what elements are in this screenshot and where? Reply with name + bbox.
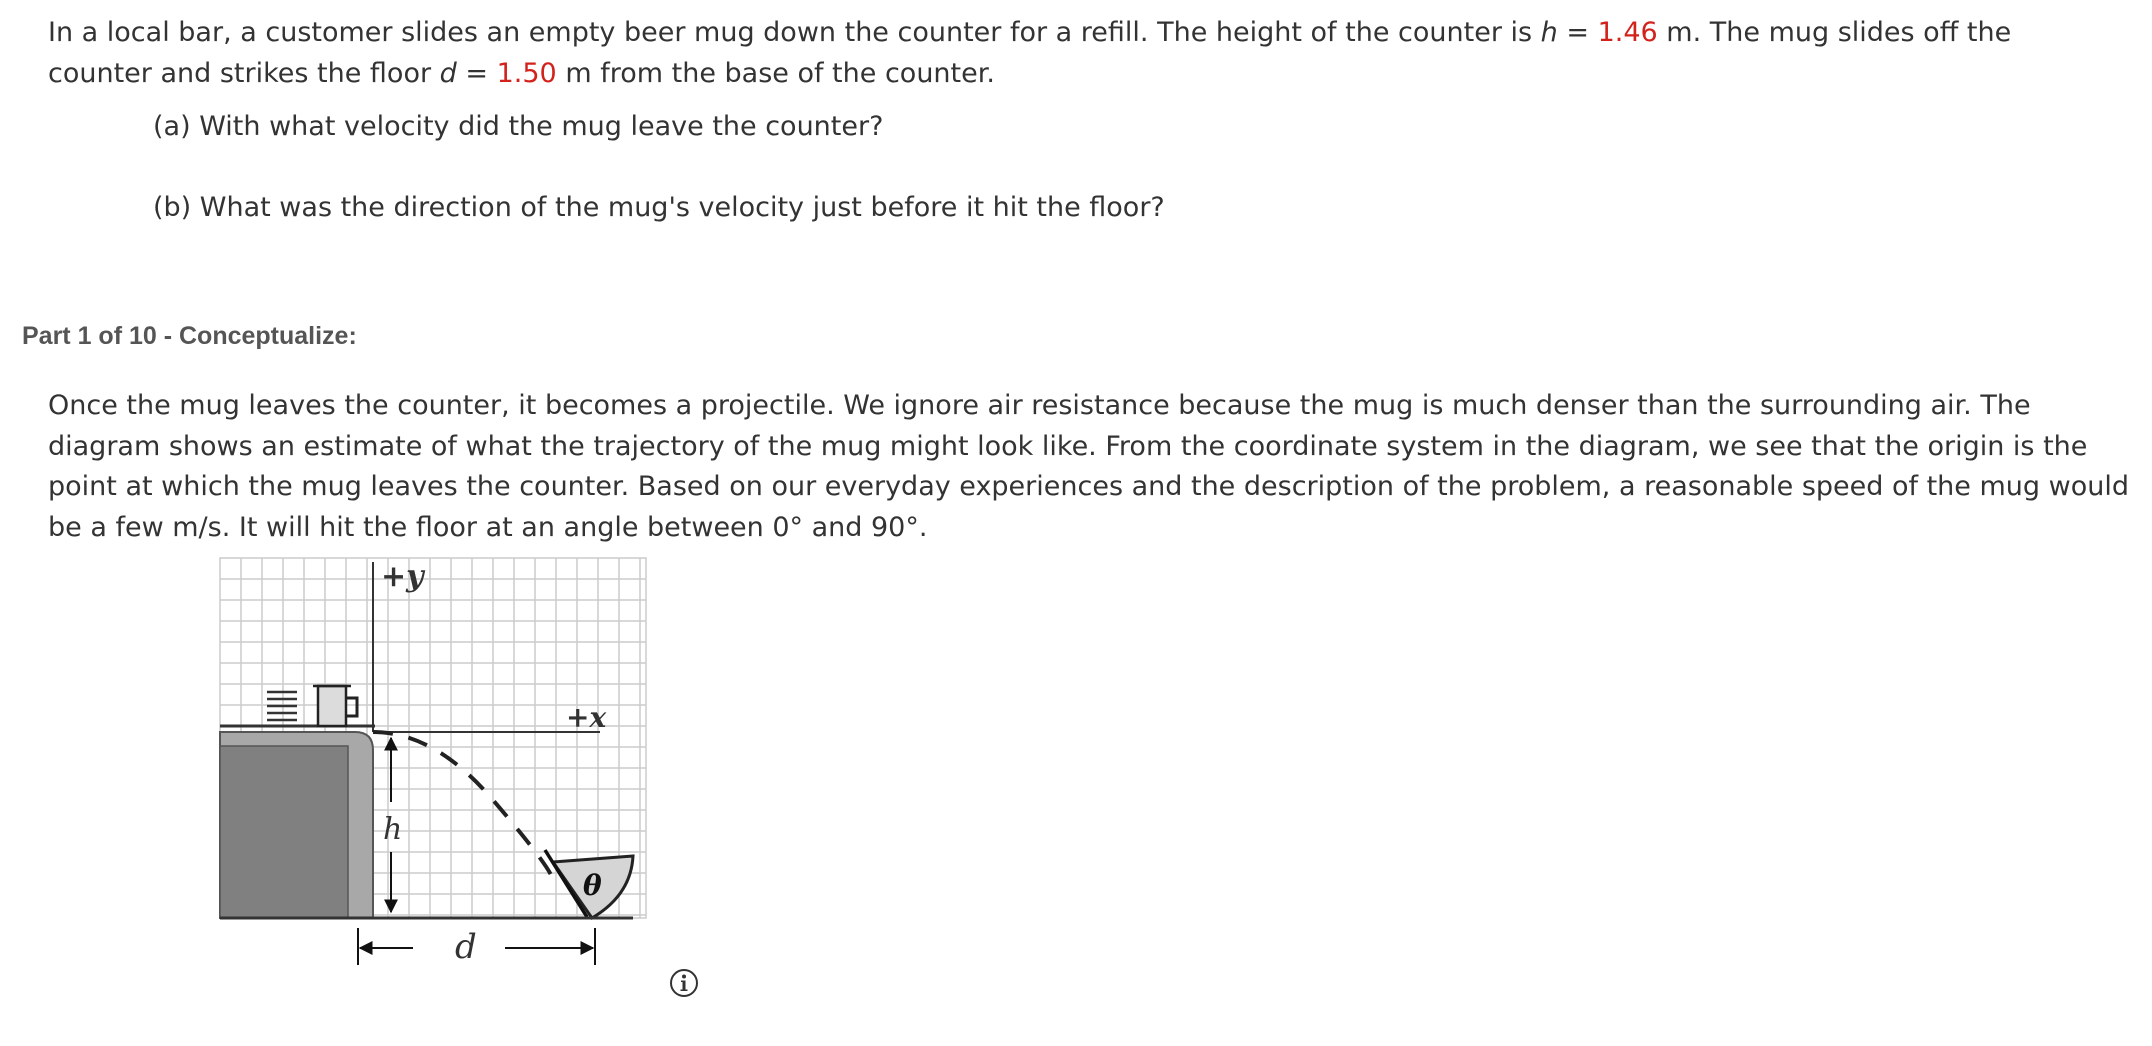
question-b: (b) What was the direction of the mug's velocity just before it hit the floor? <box>153 192 1165 223</box>
h-equals: = <box>1557 17 1598 48</box>
h-variable: h <box>1540 17 1558 48</box>
y-axis-label: +y <box>381 559 424 594</box>
angle-label: θ <box>583 869 602 902</box>
d-value: 1.50 <box>496 57 557 89</box>
x-axis-label: +x <box>566 701 607 734</box>
motion-lines <box>267 692 297 720</box>
counter <box>220 726 375 918</box>
question-a: (a) With what velocity did the mug leave the counter? <box>153 111 884 142</box>
info-icon[interactable] <box>669 968 699 998</box>
intro-text-2: m. The mug slides off the counter and strikes the floor <box>48 17 2012 89</box>
intro-text-3: m from the base of the counter. <box>556 57 995 89</box>
mug-icon <box>313 686 357 726</box>
d-variable: d <box>439 57 457 89</box>
projectile-diagram <box>215 550 655 990</box>
intro-text-1: In a local bar, a customer slides an empty beer mug down the counter for a refill. The height of the counter is <box>48 17 1541 48</box>
distance-label: d <box>455 927 477 967</box>
problem-statement <box>48 13 2118 94</box>
conceptualize-text: Once the mug leaves the counter, it becomes a projectile. We ignore air resistance because the mug is much denser than the surrounding air. The diagram shows an estimate of what the trajectory of the mug might look like. From the coordinate system in the diagram, we see that the origin is the point at which the mug leaves the counter. Based on our everyday experiences and the description of the problem, a reasonable speed of the mug would be a few m/s. It will hit the floor at an angle between 0° and 90°. <box>48 390 2129 543</box>
h-value: 1.46 <box>1597 17 1658 48</box>
d-equals: = <box>456 57 497 89</box>
height-label: h <box>383 812 403 847</box>
part-heading: Part 1 of 10 - Conceptualize: <box>22 322 357 350</box>
trajectory <box>373 732 553 880</box>
